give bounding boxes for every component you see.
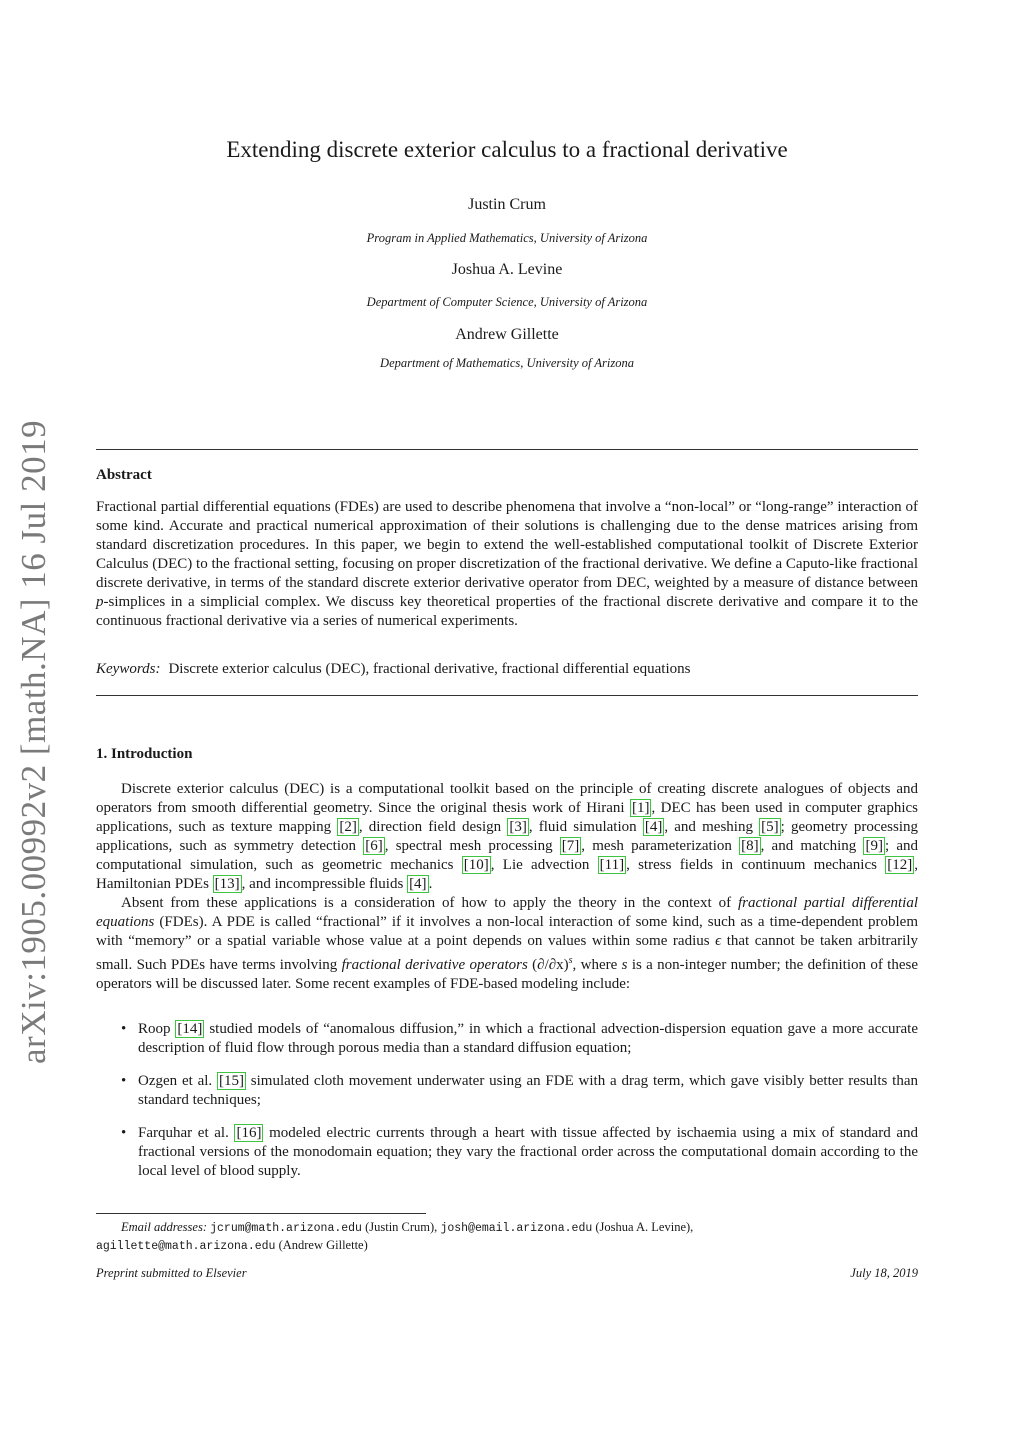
keywords-list: Discrete exterior calculus (DEC), fractional derivative, fractional differential equations [168,661,691,677]
intro-paragraph-1: Discrete exterior calculus (DEC) is a computational toolkit based on the principle of creating discrete analogues of objects and operators from smooth differential geometry. Since the original thesis work of Hirani [1] , DEC has been used in computer graphics applications, such as texture mapping [2] , direction field design [3] , fluid simulation [4] , and meshing [5] ; geometry processing applications, such as symmetry detection [6] , spectral mesh processing [7] , mesh parameterization [8] , and matching [9] ; and computational simulation, such as geometric mechanics [10] , Lie advection [11] , stress fields in continuum mechanics [12] , Hamiltonian PDEs [13] , and incompressible fluids [4] . [96,781,919,892]
preprint-note: Preprint submitted to Elsevier [96,1266,247,1280]
citation-link[interactable]: [5] [761,819,779,835]
email-link[interactable]: agillette@math.arizona.edu [96,1240,276,1253]
intro-paragraph-2: Absent from these applications is a consideration of how to apply the theory in the context of fractional partial differential equations (FDEs). A PDE is called “fractional” if it involves a non-local interaction of some kind, such as a time-dependent problem with “memory” or a spatial variable whose value at a point depends on values within some radius ϵ that cannot be taken arbitrarily small. Such PDEs have terms involving fractional derivative operators $(\partial/\partial x)^s$, where s is a non-integer number; the definition of these operators will be discussed later. Some recent examples of FDE-based modeling include: [96,895,919,992]
citation-link[interactable]: [4] [644,819,663,835]
citation-link[interactable]: [13] [214,876,240,892]
p-symbol: p [96,594,104,610]
author-affiliation: Department of Mathematics, University of Arizona [380,356,634,370]
section-heading-introduction: 1. Introduction [96,746,193,762]
paper-page [96,0,918,1448]
bullet-icon: • [121,1021,127,1037]
arxiv-identifier: arXiv:1905.00992v2 [math.NA] 16 Jul 2019 [14,419,53,1064]
author-name: Andrew Gillette [455,326,559,343]
citation-link[interactable]: [1] [631,800,650,816]
citation-link[interactable]: [2] [339,819,357,835]
citation-link[interactable]: [4] [409,876,427,892]
superscript-s: s [568,955,573,966]
citation-link[interactable]: [3] [509,819,527,835]
citation-link[interactable]: [8] [741,838,759,854]
citation-link[interactable]: [7] [561,838,580,854]
abstract-text: Fractional partial differential equations (FDEs) are used to describe phenomena that involve a “non-local” or “long-range” interaction of some kind. Accurate and practical numerical approximation of their solutions is challenging due to the dense matrices arising from standard discretization procedures. In this paper, we begin to extend the well-established computational toolkit of Discrete Exterior Calculus (DEC) to the fractional setting, focusing on proper discretization of the fractional derivative. We define a Caputo-like fractional discrete derivative, in terms of the standard discrete exterior derivative operator from DEC, weighted by a measure of distance between p-simplices in a simplicial complex. We discuss key theoretical properties of the fractional discrete derivative and compare it to the continuous fractional derivative via a series of numerical experiments. [96,499,918,629]
citation-link[interactable]: [12] [887,857,913,873]
citation-link[interactable]: [15] [218,1073,244,1089]
footnote-rule [96,1213,426,1214]
citation-link[interactable]: [14] [177,1021,203,1037]
author-affiliation: Department of Computer Science, University of Arizona [366,295,648,309]
preprint-date: July 18, 2019 [850,1266,918,1280]
footnote-label: Email addresses: [121,1220,207,1234]
fde-examples-list [96,1020,918,1195]
epsilon-symbol: ϵ [715,933,722,949]
list-item: • Ozgen et al. [15] simulated cloth movement underwater using an FDE with a drag term, which gave visibly better results than standard techniques; [121,1073,918,1108]
abstract-heading: Abstract [96,467,152,483]
keywords-label: Keywords: [96,661,161,677]
paper-title: Extending discrete exterior calculus to a fractional derivative [226,137,788,162]
author-name: Justin Crum [468,196,546,213]
citation-link[interactable]: [9] [865,838,883,854]
citation-link[interactable]: [6] [365,838,383,854]
author-name: Joshua A. Levine [451,261,563,278]
email-link[interactable]: josh@email.arizona.edu [440,1222,593,1235]
citation-link[interactable]: [16] [236,1125,262,1141]
list-item: • Farquhar et al. [16] modeled electric currents through a heart with tissue affected by ischaemia using a mix of standard and fractional versions of the monodomain equation; they vary the fractional order across the computational domain according to the local level of blood supply. [121,1125,918,1179]
list-item: • Roop [14] studied models of “anomalous diffusion,” in which a fractional advection-dispersion equation gave a more accurate description of fluid flow through porous media than a standard diffusion equation; [121,1021,918,1056]
abstract-top-rule [96,449,918,450]
email-link[interactable]: jcrum@math.arizona.edu [210,1222,362,1235]
footnote-emails: Email addresses: jcrum@math.arizona.edu (Justin Crum), josh@email.arizona.edu (Joshua A. Levine), agillette@math.arizona.edu (Andrew Gillette) [96,1220,694,1253]
citation-link[interactable]: [11] [599,857,625,873]
citation-link[interactable]: [10] [463,857,489,873]
introduction-body [96,780,918,994]
author-affiliation: Program in Applied Mathematics, University of Arizona [366,231,648,245]
bullet-icon: • [121,1073,127,1089]
bullet-icon: • [121,1125,127,1141]
keywords [96,661,918,678]
abstract-bottom-rule [96,695,918,696]
